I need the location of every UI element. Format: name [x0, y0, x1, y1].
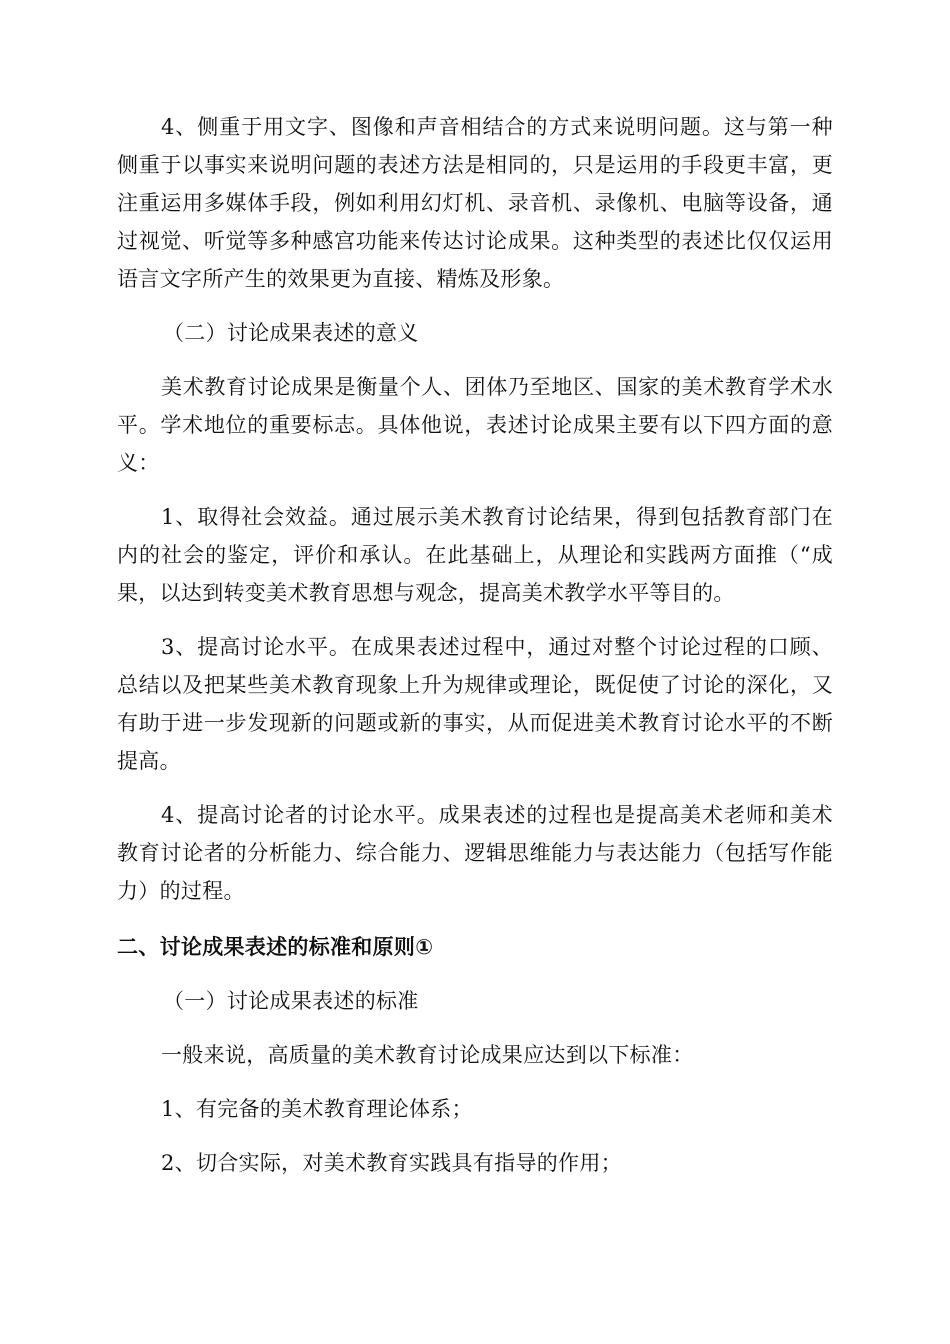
paragraph-standards-intro: 一般来说，高质量的美术教育讨论成果应达到以下标准： [161, 1043, 694, 1067]
list-item-practical-guidance: 2、切合实际，对美术教育实践具有指导的作用； [161, 1151, 622, 1175]
paragraph-social-benefit: 1、取得社会效益。通过展示美术教育讨论结果，得到包括教育部门在内的社会的鉴定，评价和承认。在此基础上，从理论和实践两方面推（“成果，以达到转变美术教育思想与观念，提高美术教学水平等目的。 [117, 505, 833, 605]
paragraph-multimedia-expression: 4、侧重于用文字、图像和声音相结合的方式来说明问题。这与第一种侧重于以事实来说明问题的表述方法是相同的，只是运用的手段更丰富，更注重运用多媒体手段，例如利用幻灯机、录音机、录像机、电脑等设备，通过视觉、听觉等多种感宫功能来传达讨论成果。这种类型的表述比仅仅运用语言文字所产生的效果更为直接、精炼及形象。 [117, 115, 833, 291]
paragraph-raise-level: 3、提高讨论水平。在成果表述过程中，通过对整个讨论过程的口顾、总结以及把某些美术教育现象上升为规律或理论，既促使了讨论的深化，又有助于进一步发现新的问题或新的事实，从而促进美术教育讨论水平的不断提高。 [117, 635, 833, 773]
paragraph-researcher-level: 4、提高讨论者的讨论水平。成果表述的过程也是提高美术老师和美术教育讨论者的分析能力、综合能力、逻辑思维能力与表达能力（包括写作能力）的过程。 [117, 803, 833, 903]
subheading-significance: （二）讨论成果表述的意义 [163, 321, 419, 345]
list-item-theory-system: 1、有完备的美术教育理论体系； [161, 1097, 473, 1121]
section-heading-standards: 二、讨论成果表述的标准和原则① [117, 935, 434, 959]
paragraph-significance-intro: 美术教育讨论成果是衡量个人、团体乃至地区、国家的美术教育学术水平。学术地位的重要标志。具体他说，表述讨论成果主要有以下四方面的意义： [117, 375, 833, 475]
document-page [117, 108, 833, 1182]
subheading-standards: （一）讨论成果表述的标准 [163, 989, 419, 1013]
